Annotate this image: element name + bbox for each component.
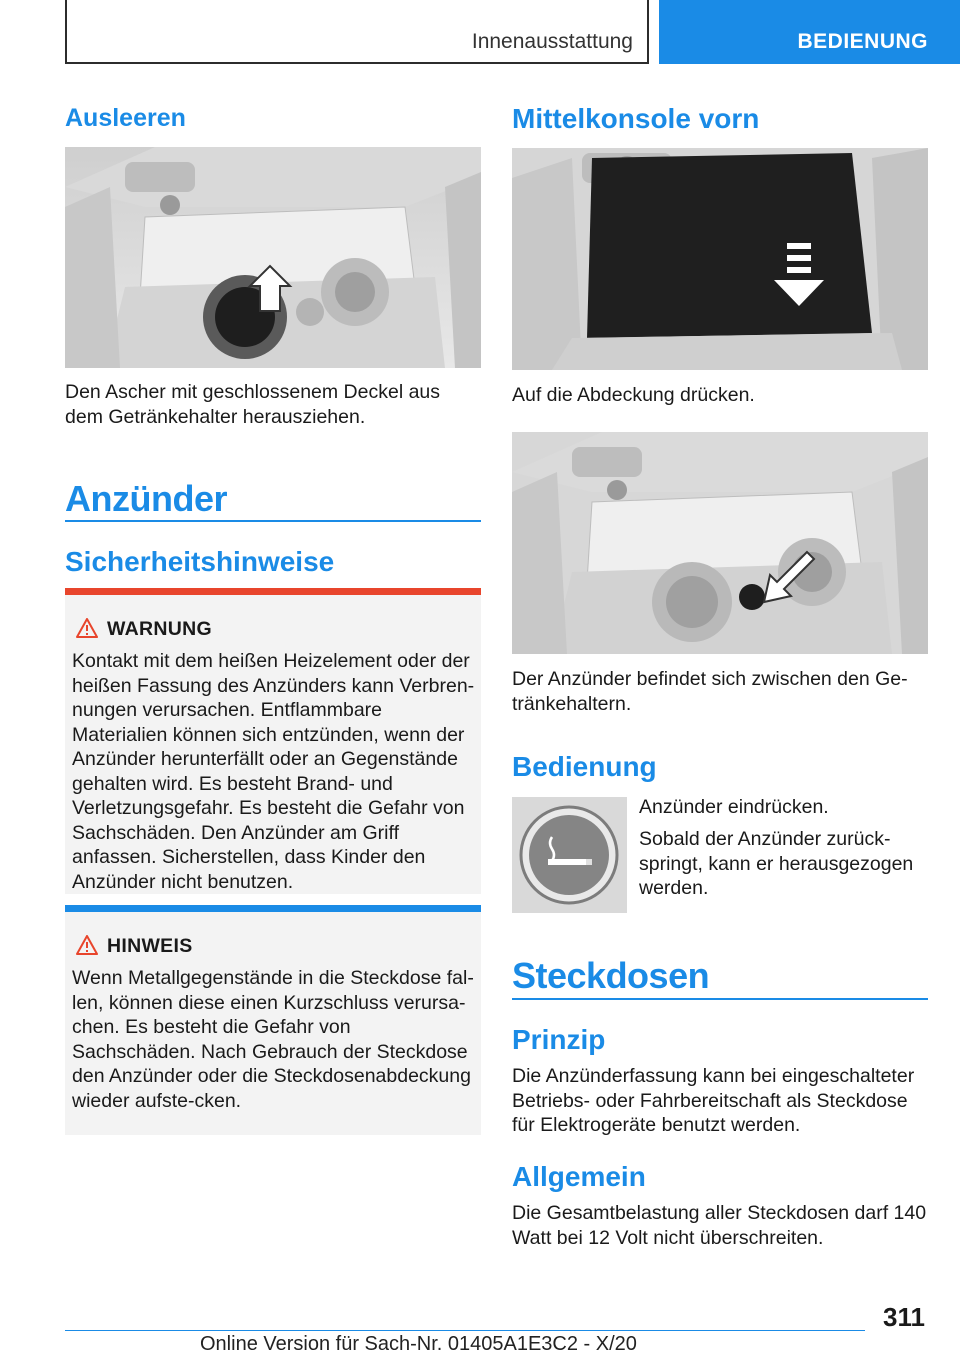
heading-ausleeren: Ausleeren xyxy=(65,104,186,132)
warning-title: WARNUNG xyxy=(107,618,213,640)
notice-bar xyxy=(65,905,481,912)
warning-triangle-icon xyxy=(76,935,98,955)
notice-box xyxy=(65,905,481,1135)
header-section-box xyxy=(65,0,649,64)
allgemein-text: Die Gesamtbelastung aller Steckdosen darf 140 Watt bei 12 Volt nicht überschreiten. xyxy=(512,1202,927,1249)
caption-ausleeren: Den Ascher mit geschlossenem Deckel aus dem Getränkehalter herausziehen. xyxy=(65,381,441,428)
heading-mittelkonsole: Mittelkonsole vorn xyxy=(512,103,760,134)
notice-title: HINWEIS xyxy=(107,935,193,957)
prinzip-text: Die Anzünderfassung kann bei eingeschalteter Betriebs- oder Fahrbereitschaft als Steckdose für Elektrogeräte benutzt werden. xyxy=(512,1065,915,1136)
notice-text: Wenn Metallgegenstände in die Steckdose fal-len, können diese einen Kurzschluss verursa-chen. Es besteht die Gefahr von Sachschäden. Nach Gebrauch der Steckdose den Anzünder oder die Steckdosenabdeckung wieder aufste-cken. xyxy=(72,967,474,1112)
header-chapter-title: BEDIENUNG xyxy=(797,30,928,53)
header-section-title: Innenausstattung xyxy=(471,30,633,53)
cigarette-lighter-button-icon xyxy=(512,797,627,913)
page-number: 311 xyxy=(883,1302,925,1332)
warning-box xyxy=(65,588,481,894)
warning-bar xyxy=(65,588,481,595)
heading-prinzip: Prinzip xyxy=(512,1024,606,1055)
warning-text: Kontakt mit dem heißen Heizelement oder der heißen Fassung des Anzünders kann Verbren-nungen verursachen. Entflammbare Materialien können sich entzünden, wenn der Anzünder herunterfällt oder an Gegenstände gehalten wird. Es besteht Brand- und Verletzungsgefahr. Es besteht die Gefahr von Sachschäden. Den Anzünder am Griff anfassen. Sicherstellen, dass Kinder den Anzünder nicht benutzen. xyxy=(72,650,475,893)
bedienung-step2: Sobald der Anzünder zurück-springt, kann er herausgezogen werden. xyxy=(639,828,914,899)
heading-anzuender: Anzünder xyxy=(65,478,227,519)
footer-text: Online Version für Sach-Nr. 01405A1E3C2 - X/20 xyxy=(200,1333,637,1355)
warning-triangle-icon xyxy=(76,618,98,638)
heading-rule xyxy=(65,520,481,522)
caption-lighter-location: Der Anzünder befindet sich zwischen den Ge-tränkehaltern. xyxy=(512,668,908,715)
heading-rule xyxy=(512,998,928,1000)
heading-steckdosen: Steckdosen xyxy=(512,955,710,996)
center-console-cover-photo xyxy=(512,148,928,370)
heading-bedienung: Bedienung xyxy=(512,751,657,782)
bedienung-step1: Anzünder eindrücken. xyxy=(639,796,829,818)
header-chapter-tab xyxy=(659,0,960,64)
lighter-location-photo xyxy=(512,432,928,654)
footer-rule xyxy=(65,1330,865,1331)
heading-sicherheitshinweise: Sicherheitshinweise xyxy=(65,546,335,577)
heading-allgemein: Allgemein xyxy=(512,1161,646,1192)
ashtray-removal-photo xyxy=(65,147,481,368)
caption-press-cover: Auf die Abdeckung drücken. xyxy=(512,384,755,406)
